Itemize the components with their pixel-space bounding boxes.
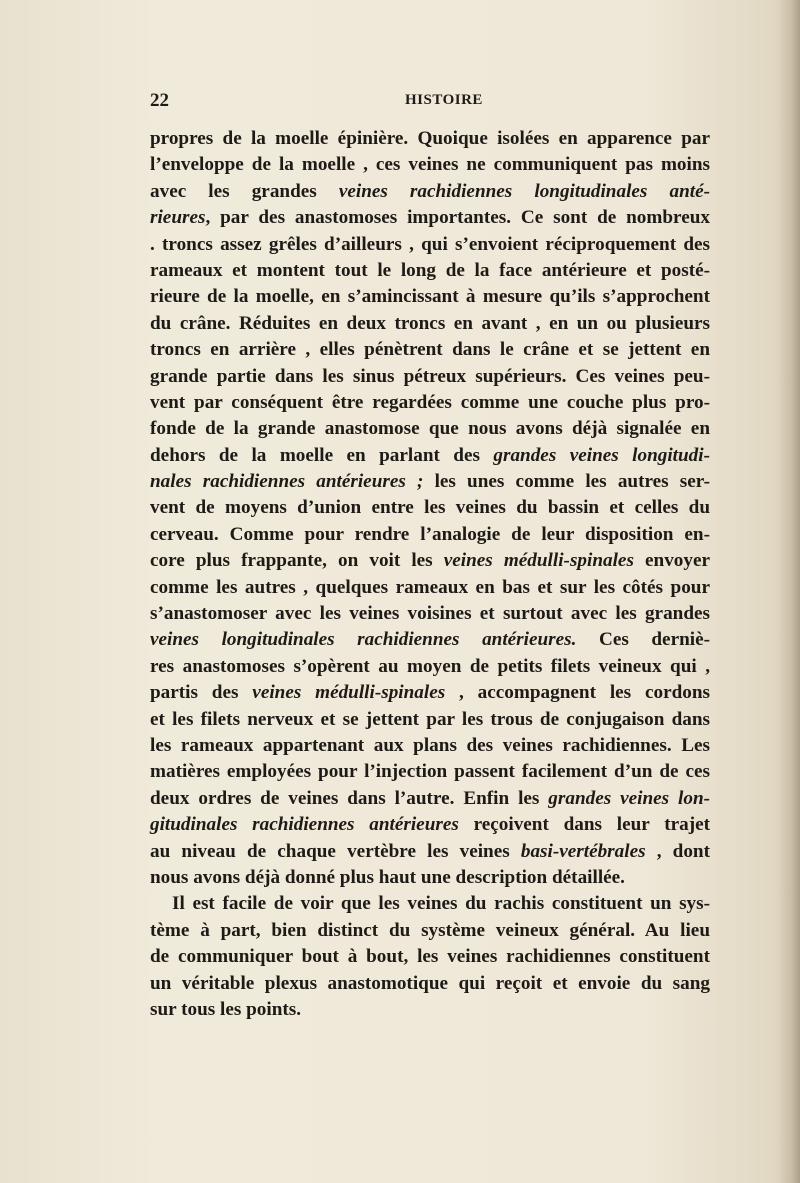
page-edge-shadow [778,0,800,1183]
text-run: core plus frappante, on voit les [150,550,444,572]
text-line [150,944,710,970]
body-text [150,126,710,1023]
text-line [150,627,710,653]
text-run: et les filets nerveux et se jettent par les trous de conjugaison dans [150,708,710,730]
text-line [150,575,710,601]
text-run: , accompagnent les cordons [445,682,711,704]
italic-run: nales rachidiennes antérieures ; [150,471,424,493]
text-run: les unes comme les autres ser- [423,471,710,493]
text-line [150,205,710,231]
text-run: grande partie dans les sinus pétreux supérieurs. Ces veines peu- [150,365,710,387]
text-run: , dont [645,840,710,862]
text-line [150,971,710,997]
text-line [150,865,710,891]
text-run: au niveau de chaque vertèbre les veines [150,840,521,862]
text-line [150,152,710,178]
text-run: res anastomoses s’opèrent au moyen de petits filets veineux qui , [150,655,710,677]
text-run: un véritable plexus anastomotique qui reçoit et envoie du sang [150,972,710,994]
text-run: matières employées pour l’injection passent facilement d’un de ces [150,761,710,783]
text-line [150,311,710,337]
text-line [150,495,710,521]
text-run: reçoivent dans leur trajet [458,814,711,836]
text-run: troncs en arrière , elles pénètrent dans le crâne et se jettent en [150,339,710,361]
text-line [150,179,710,205]
text-run: vent de moyens d’union entre les veines du bassin et celles du [150,497,710,519]
text-run: s’anastomoser avec les veines voisines et surtout avec les grandes [150,603,710,625]
italic-run: veines longitudinales rachidiennes antérieures. [150,629,577,651]
text-line [150,786,710,812]
italic-run: veines rachidiennes longitudinales anté- [338,180,710,202]
text-line [150,759,710,785]
text-line [150,126,710,152]
text-run: vent par conséquent être regardées comme une couche plus pro- [150,391,710,413]
italic-run: rieures [150,207,206,229]
text-line [150,337,710,363]
italic-run: gitudinales rachidiennes antérieures [150,814,459,836]
italic-run: grandes veines longitudi- [493,444,710,466]
text-line [150,364,710,390]
text-line [150,707,710,733]
text-line [150,680,710,706]
text-run: sur tous les points. [150,998,302,1020]
text-run: avec les grandes [150,180,339,202]
text-line [150,812,710,838]
running-title: HISTOIRE [405,92,483,108]
text-run: comme les autres , quelques rameaux en bas et sur les côtés pour [150,576,710,598]
text-run: les rameaux appartenant aux plans des veines rachidiennes. Les [150,734,710,756]
text-run: cerveau. Comme pour rendre l’analogie de leur disposition en- [150,523,710,545]
text-run: tème à part, bien distinct du système veineux général. Au lieu [150,919,710,941]
text-line [150,839,710,865]
page-number: 22 [150,90,169,111]
text-run: deux ordres de veines dans l’autre. Enfin les [150,787,549,809]
text-line [150,469,710,495]
text-run: , par des anastomoses importantes. Ce sont de nombreux [205,207,710,229]
text-line [150,601,710,627]
text-line [150,232,710,258]
text-run: rameaux et montent tout le long de la face antérieure et posté- [150,259,710,281]
text-line [150,390,710,416]
text-line [150,654,710,680]
italic-run: veines médulli-spinales [252,682,446,704]
text-line [150,891,710,917]
text-run: rieure de la moelle, en s’amincissant à mesure qu’ils s’approchent [150,286,710,308]
text-line [150,416,710,442]
text-run: de communiquer bout à bout, les veines rachidiennes constituent [150,946,710,968]
text-run: partis des [150,682,253,704]
text-run: du crâne. Réduites en deux troncs en avant , en un ou plusieurs [150,312,710,334]
text-run: Ces derniè- [576,629,710,651]
italic-run: grandes veines lon- [548,787,710,809]
page-header [150,90,710,118]
text-line [150,284,710,310]
text-run: . troncs assez grêles d’ailleurs , qui s’envoient réciproquement des [150,233,710,255]
text-run: envoyer [633,550,711,572]
text-line [150,918,710,944]
text-line [150,443,710,469]
italic-run: veines médulli-spinales [443,550,634,572]
italic-run: basi-vertébrales [520,840,646,862]
text-run: nous avons déjà donné plus haut une description détaillée. [150,866,625,888]
text-line [150,997,710,1023]
text-run: l’enveloppe de la moelle , ces veines ne communiquent pas moins [150,154,710,176]
text-run: propres de la moelle épinière. Quoique isolées en apparence par [150,128,710,149]
text-line [150,733,710,759]
text-line [150,548,710,574]
text-run: Il est facile de voir que les veines du rachis constituent un sys- [172,893,710,915]
text-run: dehors de la moelle en parlant des [150,444,494,466]
text-line [150,522,710,548]
text-run: fonde de la grande anastomose que nous avons déjà signalée en [150,418,710,440]
text-line [150,258,710,284]
